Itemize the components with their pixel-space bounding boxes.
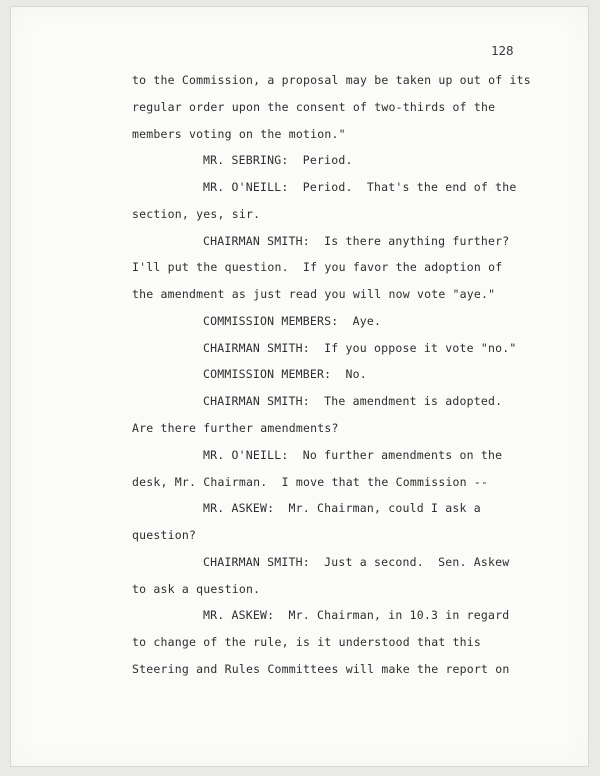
transcript-line: I'll put the question. If you favor the adoption of (132, 260, 503, 274)
transcript-line: the amendment as just read you will now vote "aye." (132, 287, 496, 301)
transcript-line: MR. O'NEILL: Period. That's the end of the (203, 180, 517, 194)
transcript-line: to change of the rule, is it understood that this (132, 635, 482, 649)
transcript-line: question? (132, 528, 197, 542)
transcript-line: Are there further amendments? (132, 421, 339, 435)
transcript-line: Steering and Rules Committees will make the report on (132, 662, 510, 676)
transcript-line: to ask a question. (132, 582, 261, 596)
transcript-line: MR. SEBRING: Period. (203, 153, 353, 167)
transcript-line: COMMISSION MEMBER: No. (203, 367, 367, 381)
transcript-line: CHAIRMAN SMITH: Is there anything further? (203, 234, 510, 248)
transcript-line: MR. ASKEW: Mr. Chairman, in 10.3 in regard (203, 608, 510, 622)
transcript-line: to the Commission, a proposal may be taken up out of its (132, 73, 531, 87)
transcript-line: members voting on the motion." (132, 127, 346, 141)
transcript-line: section, yes, sir. (132, 207, 261, 221)
transcript-line: MR. O'NEILL: No further amendments on the (203, 448, 503, 462)
transcript-line: CHAIRMAN SMITH: If you oppose it vote "no." (203, 341, 517, 355)
transcript-line: CHAIRMAN SMITH: The amendment is adopted. (203, 394, 503, 408)
transcript-line: CHAIRMAN SMITH: Just a second. Sen. Askew (203, 555, 510, 569)
document-page (10, 6, 589, 767)
transcript-line: regular order upon the consent of two-thirds of the (132, 100, 496, 114)
page-number: 128 (491, 43, 514, 58)
transcript-line: desk, Mr. Chairman. I move that the Commission -- (132, 475, 489, 489)
transcript-line: MR. ASKEW: Mr. Chairman, could I ask a (203, 501, 481, 515)
transcript-line: COMMISSION MEMBERS: Aye. (203, 314, 382, 328)
